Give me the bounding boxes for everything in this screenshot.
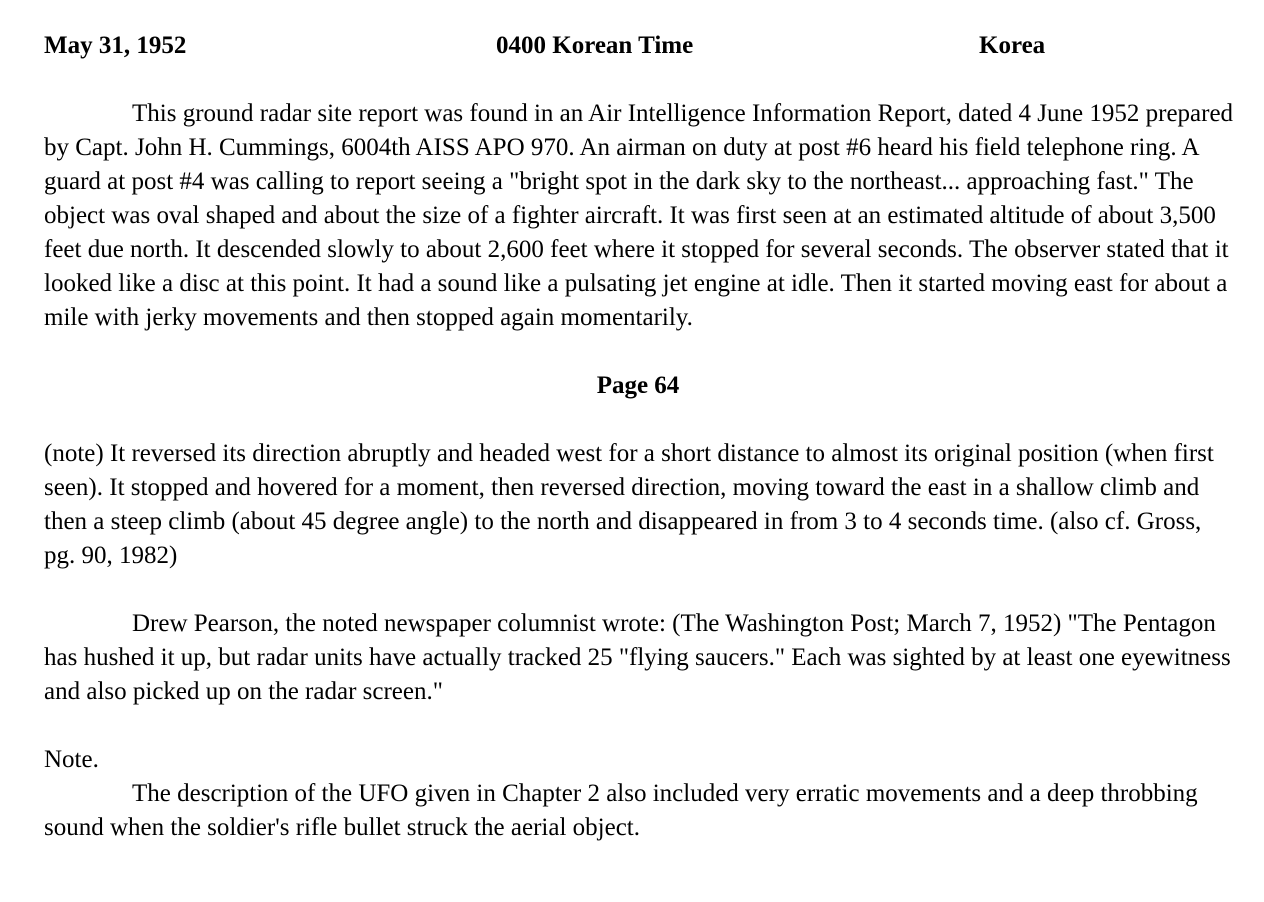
spacer — [44, 335, 1234, 369]
note-label: Note. — [44, 746, 99, 773]
header-place: Korea — [979, 32, 1046, 59]
spacer — [44, 573, 1234, 607]
report-header — [44, 29, 1234, 63]
spacer — [44, 709, 1234, 743]
header-time: 0400 Korean Time — [496, 32, 694, 59]
spacer — [44, 63, 1234, 97]
page-number: Page 64 — [596, 372, 680, 399]
paragraph-radar-report: This ground radar site report was found in an Air Intelligence Information Report, dated 4 June 1952 prepared by Capt. John H. Cummings, 6004th AISS APO 970. An airman on duty at post #6 heard his field telephone ring. A guard at post #4 was calling to report seeing a "bright spot in the dark sky to the northeast... approaching fast." The object was oval shaped and about the size of a fighter aircraft. It was first seen at an estimated altitude of about 3,500 feet due north. It descended slowly to about 2,600 feet where it stopped for several seconds. The observer stated that it looked like a disc at this point. It had a sound like a pulsating jet engine at idle. Then it started moving east for about a mile with jerky movements and then stopped again momentarily. — [44, 100, 1234, 331]
paragraph-drew-pearson: Drew Pearson, the noted newspaper columnist wrote: (The Washington Post; March 7, 1952) "The Pentagon has hushed it up, but radar units have actually tracked 25 "flying saucers." Each was sighted by at least one eyewitness and also picked up on the radar screen." — [44, 610, 1231, 705]
header-date: May 31, 1952 — [44, 32, 187, 59]
paragraph-note-continuation: (note) It reversed its direction abruptly and headed west for a short distance to almost its original position (when first seen). It stopped and hovered for a moment, then reversed direction, moving toward the east in a shallow climb and then a steep climb (about 45 degree angle) to the north and disappeared in from 3 to 4 seconds time. (also cf. Gross, pg. 90, 1982) — [44, 440, 1214, 569]
document-page — [44, 29, 1234, 845]
paragraph-chapter-2-note: The description of the UFO given in Chapter 2 also included very erratic movements and a deep throbbing sound when the soldier's rifle bullet struck the aerial object. — [44, 780, 1198, 841]
spacer — [44, 403, 1234, 437]
